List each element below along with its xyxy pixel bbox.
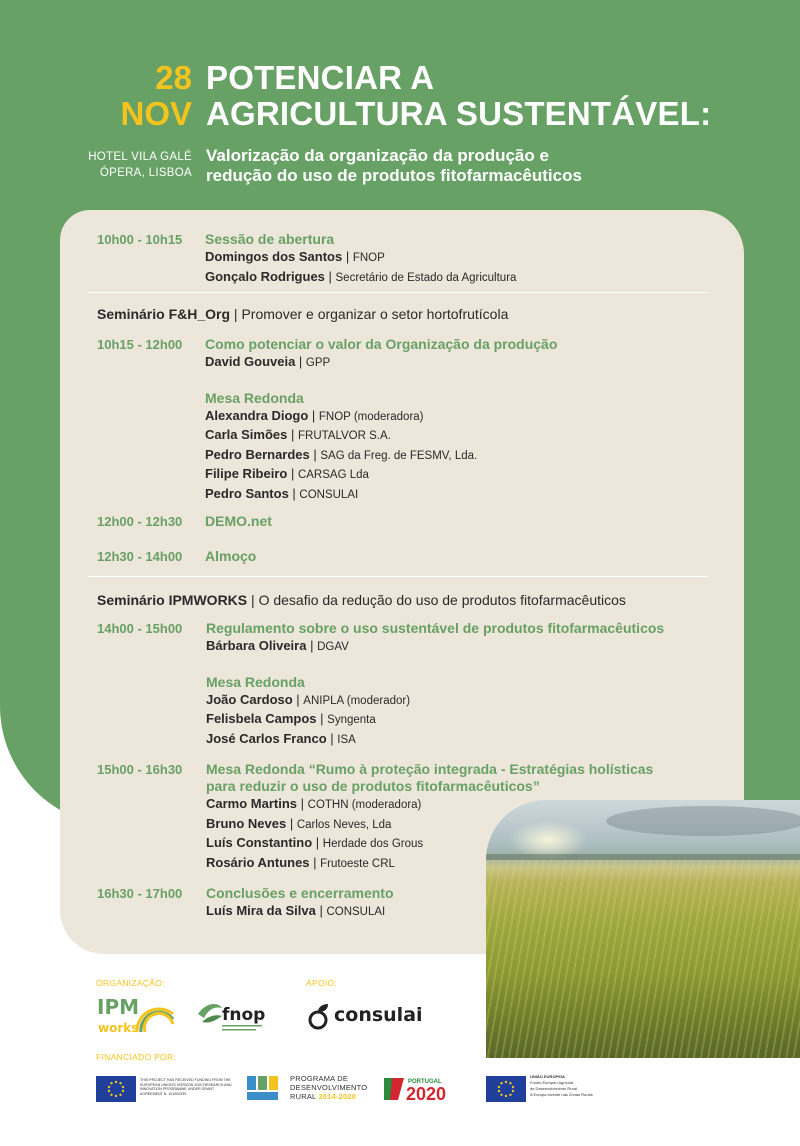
speaker: José Carlos Franco | ISA [206,730,356,746]
pdr-line2: DESENVOLVIMENTO [290,1083,368,1092]
session-title: Regulamento sobre o uso sustentável de produtos fitofarmacêuticos [206,620,665,636]
speaker: Bruno Neves | Carlos Neves, Lda [206,815,392,831]
pdr-line1: PROGRAMA DE [290,1074,349,1083]
consulai-wordmark: consulai [334,1004,423,1026]
speaker: Alexandra Diogo | FNOP (moderadora) [205,407,424,423]
pt2020-big-text: 2020 [406,1084,447,1102]
speaker: David Gouveia | GPP [205,354,331,369]
speaker: Filipe Ribeiro | CARSAG Lda [205,466,369,481]
speaker: Rosário Antunes | Frutoeste CRL [206,854,395,870]
session-time: 12h30 - 14h00 [97,549,183,564]
session-closing [206,885,394,922]
session-title: Conclusões e encerramento [206,885,394,901]
seminar-name: Seminário F&H_Org [97,306,231,322]
eu-stars-icon [96,1076,136,1102]
session-block2 [206,620,664,749]
event-date [100,60,192,132]
speaker: Carla Simões | FRUTALVOR S.A. [205,427,391,442]
seminar-name: Seminário IPMWORKS [97,592,248,608]
works-logo-text: works [98,1021,139,1035]
apoio-label: APOIO: [306,978,338,988]
speaker: Luís Constantino | Herdade dos Grous [206,835,424,850]
session-title: DEMO.net [205,513,272,529]
divider [88,576,708,577]
portugal-small-text: PORTUGAL [408,1079,442,1085]
ipmworks-logo-art [95,994,175,1036]
eu-stars-icon [486,1076,526,1102]
title-line2: AGRICULTURA SUSTENTÁVEL: [206,95,712,132]
roundtable-title: Mesa Redonda [206,673,305,690]
pdr-line3: RURAL 2014-2020 [290,1092,357,1101]
session-block1 [205,336,557,504]
photo-cloud [606,806,800,836]
ipmworks-logo [95,994,175,1036]
speaker: Pedro Santos | CONSULAI [205,485,359,501]
event-venue [60,149,192,181]
pdr2020-logo-art [246,1074,286,1102]
speaker: Bárbara Oliveira | DGAV [206,638,349,653]
session-title-line1: Mesa Redonda “Rumo à proteção integrada - Estratégias holísticas [206,761,654,777]
session-opening [205,231,516,287]
seminar-heading: Seminário IPMWORKS | O desafio da redução do uso de produtos fitofarmacêuticos [97,592,626,608]
speaker: Luís Mira da Silva | CONSULAI [206,903,386,918]
session-time: 10h00 - 10h15 [97,232,183,247]
event-title [206,60,711,132]
session-time: 15h00 - 16h30 [97,762,183,777]
eu-feader-text: UNIÃO EUROPEIA Fundo Europeu Agrícola de Desenvolvimento Rural A Europa investe nas Zonas Rurais [530,1074,593,1097]
seminar-topic: Promover e organizar o setor hortofrutícola [241,306,509,322]
speaker: João Cardoso | ANIPLA (moderador) [206,691,411,707]
consulai-logo [306,1000,423,1034]
pdr2020-text [290,1074,367,1101]
fnop-logo [196,1000,268,1036]
session-time: 16h30 - 17h00 [97,886,183,901]
speaker: Carmo Martins | COTHN (moderadora) [206,796,422,811]
speaker: Pedro Bernardes | SAG da Freg. de FESMV, Lda. [205,446,478,462]
session-title: Almoço [205,548,257,564]
seminar-topic: O desafio da redução do uso de produtos fitofarmacêuticos [258,592,626,608]
session-title-line2: para reduzir o uso de produtos fitofarmacêuticos” [206,778,540,794]
session-title: Sessão de abertura [205,231,335,247]
speaker: Domingos dos Santos | FNOP [205,249,385,264]
organizacao-label: ORGANIZAÇÃO: [96,978,165,988]
portugal2020-logo-art [382,1074,468,1102]
eu-flag-icon [486,1076,526,1102]
event-subtitle [206,146,582,186]
venue-line2 [60,165,192,181]
session-demo [205,513,272,530]
session-time: 10h15 - 12h00 [97,337,183,352]
divider [88,292,708,293]
session-time: 14h00 - 15h00 [97,621,183,636]
financiado-label: FINANCIADO POR: [96,1052,177,1062]
seminar-heading: Seminário F&H_Org | Promover e organizar o setor hortofrutícola [97,306,509,322]
eu-flag-icon [96,1076,136,1102]
photo-field [486,860,800,1058]
subtitle-line1: Valorização da organização da produção e [206,146,549,165]
roundtable-title: Mesa Redonda [205,389,304,406]
fnop-logo-art [196,1000,268,1036]
pdr2020-logo [246,1074,286,1102]
ipm-logo-text: IPM [97,995,140,1019]
event-month: NOV [120,95,192,132]
speaker: Gonçalo Rodrigues | Secretário de Estado da Agricultura [205,268,517,284]
speaker: Felisbela Campos | Syngenta [206,711,376,726]
title-line1: POTENCIAR A [206,59,435,96]
venue-highlight: ÓPERA [99,167,142,179]
portugal2020-logo [382,1074,468,1102]
wheat-field-photo [486,800,800,1058]
eu-funding-text: THIS PROJECT HAS RECEIVED FUNDING FROM THE EUROPEAN UNION'S HORIZON 2020 RESEARCH AND INNOVATION PROGRAMME UNDER GRANT AGREEMENT N. 101000339 [140,1078,232,1096]
session-title: Como potenciar o valor da Organização da produção [205,336,558,352]
subtitle-line2: redução do uso de produtos fitofarmacêuticos [206,166,582,185]
venue-line1: HOTEL VILA GALÉ [88,151,192,163]
session-time: 12h00 - 12h30 [97,514,183,529]
session-lunch [205,548,256,565]
venue-city: , LISBOA [141,167,192,179]
fnop-logo-text: fnop [222,1005,266,1025]
event-day: 28 [155,59,192,96]
consulai-leaf-icon [306,1002,332,1032]
